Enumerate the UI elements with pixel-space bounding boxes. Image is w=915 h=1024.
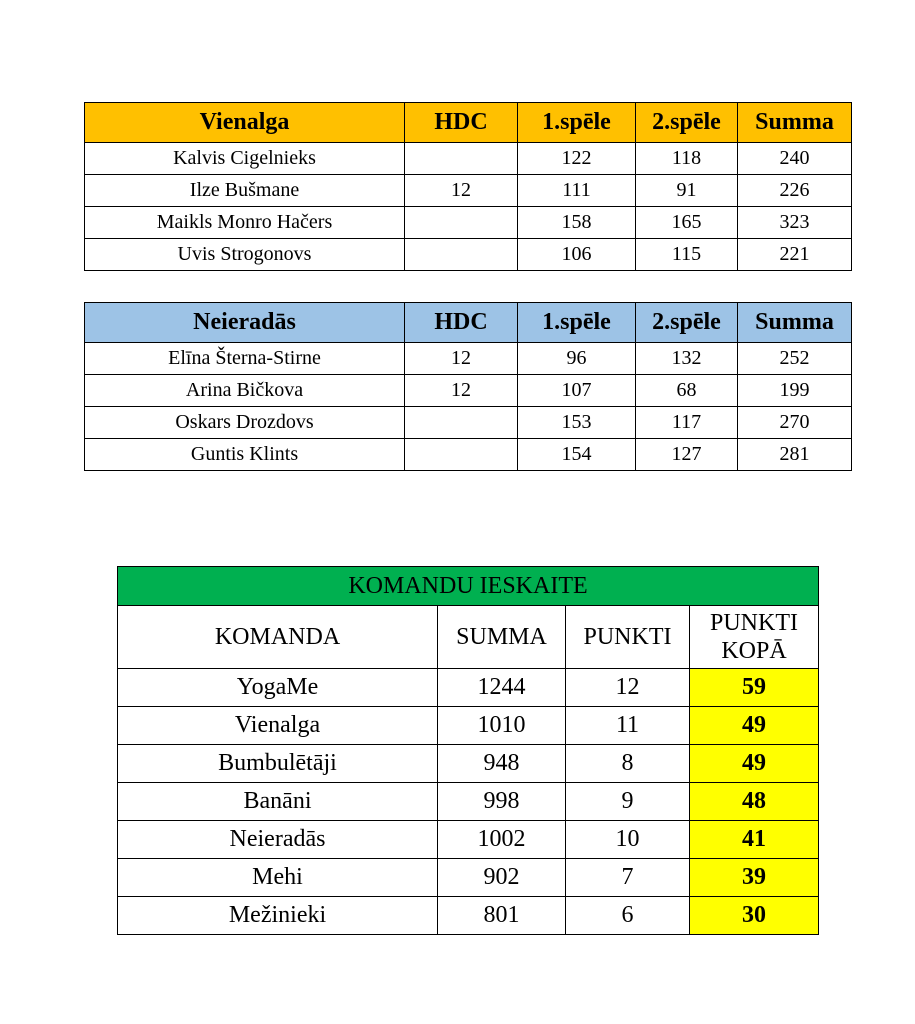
team-name: Mehi bbox=[118, 859, 438, 897]
team-total-points: 59 bbox=[690, 669, 819, 707]
hdc-cell: 12 bbox=[405, 375, 518, 407]
sum-cell: 323 bbox=[738, 207, 852, 239]
team-name: YogaMe bbox=[118, 669, 438, 707]
team-points: 9 bbox=[566, 783, 690, 821]
game2-cell: 127 bbox=[636, 439, 738, 471]
table-row bbox=[118, 859, 819, 897]
table-header-row bbox=[118, 606, 819, 669]
sum-header: Summa bbox=[738, 303, 852, 343]
game2-header: 2.spēle bbox=[636, 303, 738, 343]
player-name: Elīna Šterna-Stirne bbox=[85, 343, 405, 375]
hdc-cell: 12 bbox=[405, 175, 518, 207]
player-name: Arina Bičkova bbox=[85, 375, 405, 407]
hdc-cell bbox=[405, 207, 518, 239]
team-sum: 1244 bbox=[438, 669, 566, 707]
team-header: KOMANDA bbox=[118, 606, 438, 669]
table-row bbox=[85, 175, 852, 207]
game1-cell: 111 bbox=[518, 175, 636, 207]
table-row bbox=[85, 375, 852, 407]
game2-cell: 117 bbox=[636, 407, 738, 439]
team-total-points: 48 bbox=[690, 783, 819, 821]
player-name: Ilze Bušmane bbox=[85, 175, 405, 207]
table-row bbox=[118, 745, 819, 783]
sum-header: SUMMA bbox=[438, 606, 566, 669]
player-name: Kalvis Cigelnieks bbox=[85, 143, 405, 175]
hdc-cell: 12 bbox=[405, 343, 518, 375]
team-total-points: 30 bbox=[690, 897, 819, 935]
player-name: Maikls Monro Hačers bbox=[85, 207, 405, 239]
game1-header: 1.spēle bbox=[518, 103, 636, 143]
table-row bbox=[85, 143, 852, 175]
player-name: Oskars Drozdovs bbox=[85, 407, 405, 439]
team-table-neieradas bbox=[84, 302, 852, 471]
game1-cell: 153 bbox=[518, 407, 636, 439]
team-total-points: 41 bbox=[690, 821, 819, 859]
sum-cell: 240 bbox=[738, 143, 852, 175]
points-header: PUNKTI bbox=[566, 606, 690, 669]
game1-header: 1.spēle bbox=[518, 303, 636, 343]
table-header-row bbox=[85, 103, 852, 143]
sum-cell: 270 bbox=[738, 407, 852, 439]
hdc-cell bbox=[405, 407, 518, 439]
team-points: 6 bbox=[566, 897, 690, 935]
team-points: 8 bbox=[566, 745, 690, 783]
hdc-header: HDC bbox=[405, 103, 518, 143]
table-row bbox=[85, 439, 852, 471]
game1-cell: 158 bbox=[518, 207, 636, 239]
team-name: Mežinieki bbox=[118, 897, 438, 935]
team-name-header: Neieradās bbox=[85, 303, 405, 343]
sum-cell: 281 bbox=[738, 439, 852, 471]
team-name: Bumbulētāji bbox=[118, 745, 438, 783]
sum-cell: 226 bbox=[738, 175, 852, 207]
team-table-vienalga bbox=[84, 102, 852, 271]
game2-cell: 132 bbox=[636, 343, 738, 375]
team-standings-table bbox=[117, 566, 819, 935]
table-row bbox=[118, 669, 819, 707]
game2-cell: 68 bbox=[636, 375, 738, 407]
team-sum: 1002 bbox=[438, 821, 566, 859]
hdc-cell bbox=[405, 439, 518, 471]
hdc-cell bbox=[405, 239, 518, 271]
team-total-points: 39 bbox=[690, 859, 819, 897]
standings-title: KOMANDU IESKAITE bbox=[118, 567, 819, 606]
table-row bbox=[118, 821, 819, 859]
team-sum: 902 bbox=[438, 859, 566, 897]
table-row bbox=[85, 407, 852, 439]
sum-cell: 252 bbox=[738, 343, 852, 375]
table-row bbox=[118, 783, 819, 821]
table-row bbox=[85, 239, 852, 271]
player-name: Guntis Klints bbox=[85, 439, 405, 471]
team-total-points: 49 bbox=[690, 707, 819, 745]
team-name: Banāni bbox=[118, 783, 438, 821]
table-header-row bbox=[85, 303, 852, 343]
team-sum: 801 bbox=[438, 897, 566, 935]
sum-cell: 199 bbox=[738, 375, 852, 407]
team-sum: 948 bbox=[438, 745, 566, 783]
team-points: 10 bbox=[566, 821, 690, 859]
team-name-header: Vienalga bbox=[85, 103, 405, 143]
team-name: Vienalga bbox=[118, 707, 438, 745]
team-points: 12 bbox=[566, 669, 690, 707]
game2-cell: 165 bbox=[636, 207, 738, 239]
team-total-points: 49 bbox=[690, 745, 819, 783]
game2-cell: 118 bbox=[636, 143, 738, 175]
sum-header: Summa bbox=[738, 103, 852, 143]
game2-header: 2.spēle bbox=[636, 103, 738, 143]
sum-cell: 221 bbox=[738, 239, 852, 271]
team-name: Neieradās bbox=[118, 821, 438, 859]
table-row bbox=[118, 707, 819, 745]
game1-cell: 122 bbox=[518, 143, 636, 175]
hdc-header: HDC bbox=[405, 303, 518, 343]
game2-cell: 91 bbox=[636, 175, 738, 207]
table-row bbox=[85, 343, 852, 375]
total-points-header: PUNKTI KOPĀ bbox=[690, 606, 819, 669]
team-points: 7 bbox=[566, 859, 690, 897]
game1-cell: 106 bbox=[518, 239, 636, 271]
player-name: Uvis Strogonovs bbox=[85, 239, 405, 271]
game1-cell: 107 bbox=[518, 375, 636, 407]
team-sum: 1010 bbox=[438, 707, 566, 745]
table-row bbox=[85, 207, 852, 239]
game1-cell: 154 bbox=[518, 439, 636, 471]
table-row bbox=[118, 897, 819, 935]
hdc-cell bbox=[405, 143, 518, 175]
team-points: 11 bbox=[566, 707, 690, 745]
game1-cell: 96 bbox=[518, 343, 636, 375]
game2-cell: 115 bbox=[636, 239, 738, 271]
team-sum: 998 bbox=[438, 783, 566, 821]
